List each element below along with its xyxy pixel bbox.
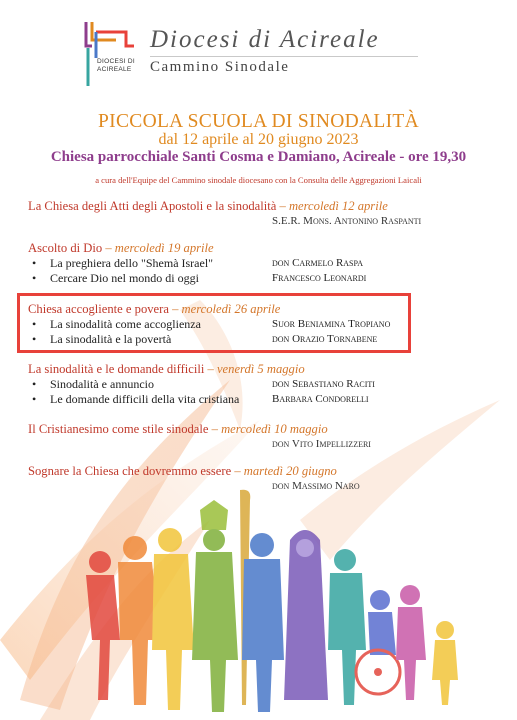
figure-blue [242, 533, 284, 712]
logo-line-1: DIOCESI DI [97, 58, 136, 65]
talk-row [28, 271, 498, 286]
speaker: S.E.R. Mons. Antonino Raspanti [272, 215, 422, 227]
bullet: • [32, 317, 37, 331]
talk-row [28, 392, 498, 407]
session-title: Sognare la Chiesa che dovremmo essere [28, 464, 232, 478]
speaker: don Massimo Naro [272, 480, 360, 492]
speaker: don Carmelo Raspa [272, 257, 364, 269]
session-date: – mercoledì 19 aprile [102, 241, 214, 255]
speaker: Suor Beniamina Tropiano [272, 318, 391, 330]
bullet: • [32, 271, 37, 285]
brand-subtitle: Cammino Sinodale [150, 59, 290, 75]
talk-row [28, 256, 498, 271]
speaker: Barbara Condorelli [272, 393, 369, 405]
session-2 [28, 240, 498, 286]
talk-row [28, 332, 498, 347]
talk-title: Le domande difficili della vita cristiana [50, 392, 240, 406]
talk-title: La preghiera dello "Shemà Israel" [50, 256, 214, 270]
session-heading [28, 421, 498, 437]
session-4 [28, 361, 498, 407]
brand-title: Diocesi di Acireale [150, 26, 380, 53]
speaker: don Orazio Tornabene [272, 333, 378, 345]
session-date: – martedì 20 giugno [231, 464, 337, 478]
session-title: La sinodalità e le domande difficili [28, 362, 205, 376]
session-1 [28, 198, 498, 229]
bullet: • [32, 377, 37, 391]
session-6 [28, 463, 498, 494]
speaker: don Sebastiano Raciti [272, 378, 375, 390]
session-speaker-row [28, 437, 498, 452]
logo-line-2: ACIREALE [97, 66, 132, 73]
session-title: La Chiesa degli Atti degli Apostoli e la sinodalità [28, 199, 277, 213]
talk-title: Cercare Dio nel mondo di oggi [50, 271, 199, 285]
session-speaker-row [28, 214, 498, 229]
figure-teal [328, 549, 366, 705]
figure-bishop [192, 490, 250, 712]
session-heading [28, 198, 498, 214]
speaker: Francesco Leonardi [272, 272, 367, 284]
session-5 [28, 421, 498, 452]
session-date: – venerdì 5 maggio [204, 362, 305, 376]
talk-row [28, 317, 498, 332]
organizer-credit: a cura dell'Equipe del Cammino sinodale diocesano con la Consulta delle Aggregazioni Laicali [95, 175, 422, 185]
session-date: – mercoledì 10 maggio [208, 422, 328, 436]
bullet: • [32, 332, 37, 346]
brand-divider [150, 56, 418, 57]
session-speaker-row [28, 479, 498, 494]
talk-title: La sinodalità come accoglienza [50, 317, 201, 331]
talk-row [28, 377, 498, 392]
venue: Chiesa parrocchiale Santi Cosma e Damiano, Acireale - ore 19,30 [50, 149, 467, 165]
date-range: dal 12 aprile al 20 giugno 2023 [158, 131, 359, 148]
session-title: Il Cristianesimo come stile sinodale [28, 422, 209, 436]
diocese-logo-text [97, 58, 135, 74]
speaker: don Vito Impellizzeri [272, 438, 371, 450]
diocese-logo-cross [86, 22, 134, 86]
figure-nun [284, 530, 328, 700]
talk-title: Sinodalità e annuncio [50, 377, 154, 391]
session-3 [28, 301, 498, 347]
bullet: • [32, 256, 37, 270]
page-title: PICCOLA SCUOLA DI SINODALITÀ [98, 111, 419, 132]
session-date: – mercoledì 12 aprile [276, 199, 388, 213]
figure-child [432, 621, 458, 705]
session-heading [28, 301, 498, 317]
figure-pink [396, 585, 426, 700]
talk-title: La sinodalità e la povertà [50, 332, 172, 346]
session-heading [28, 361, 498, 377]
session-title: Ascolto di Dio [28, 241, 103, 255]
session-date: – mercoledì 26 aprile [168, 302, 281, 316]
session-title: Chiesa accogliente e povera [28, 302, 169, 316]
session-heading [28, 463, 498, 479]
bullet: • [32, 392, 37, 406]
figure-yellow [152, 528, 194, 710]
session-heading [28, 240, 498, 256]
